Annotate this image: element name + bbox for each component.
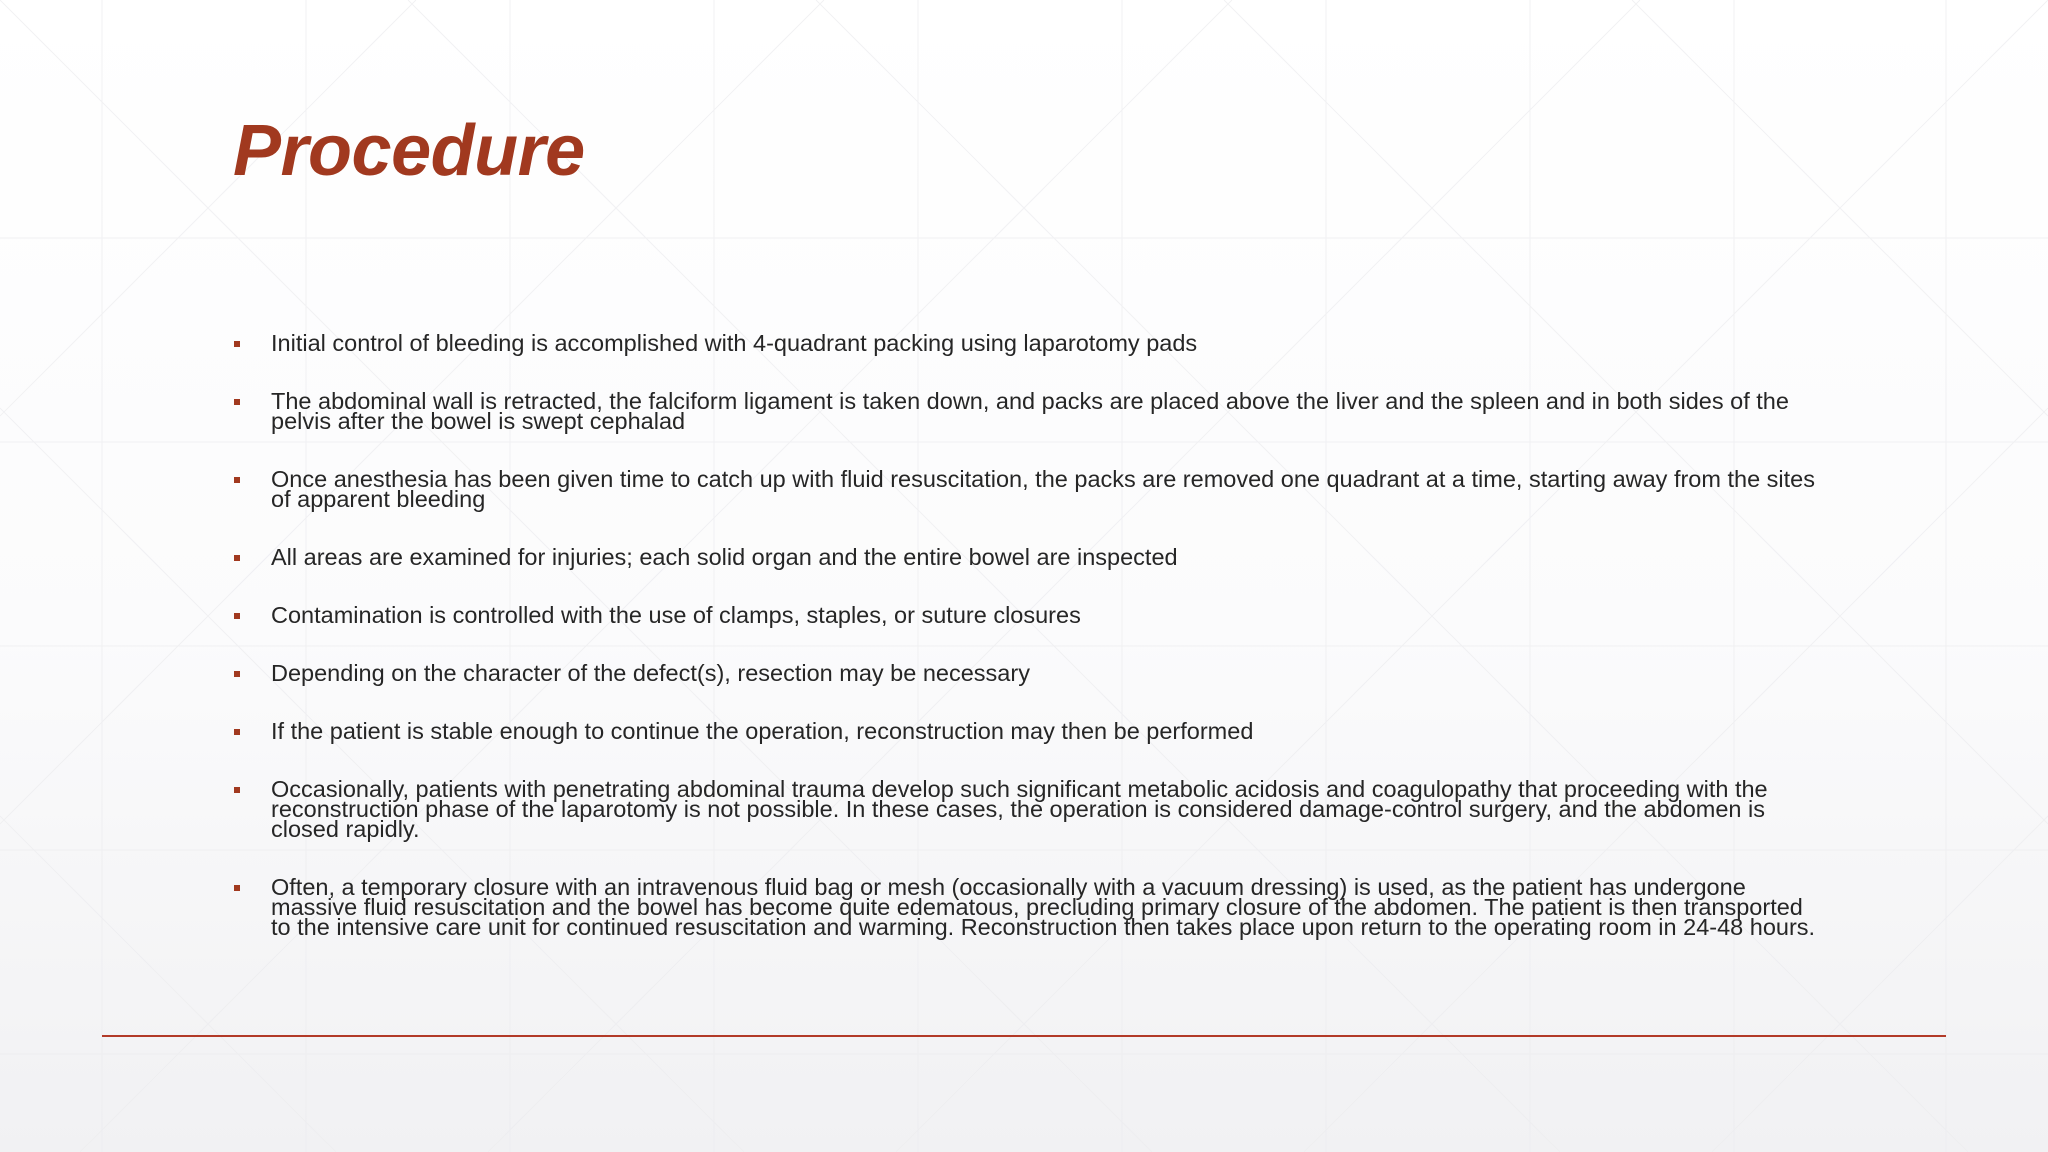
square-bullet-icon <box>234 787 240 793</box>
square-bullet-icon <box>234 671 240 677</box>
bullet-item <box>232 544 1817 570</box>
square-bullet-icon <box>234 341 240 347</box>
slide-title: Procedure <box>233 111 585 191</box>
bullet-item <box>232 602 1817 628</box>
bullet-list <box>232 330 1817 975</box>
square-bullet-icon <box>234 555 240 561</box>
bullet-item <box>232 388 1817 434</box>
square-bullet-icon <box>234 729 240 735</box>
bullet-text: Depending on the character of the defect(s), resection may be necessary <box>271 660 1030 686</box>
bullet-item <box>232 776 1817 842</box>
bullet-item <box>232 874 1817 940</box>
square-bullet-icon <box>234 885 240 891</box>
bullet-text: If the patient is stable enough to continue the operation, reconstruction may then be performed <box>271 718 1254 744</box>
square-bullet-icon <box>234 613 240 619</box>
square-bullet-icon <box>234 399 240 405</box>
bullet-text: Once anesthesia has been given time to catch up with fluid resuscitation, the packs are removed one quadrant at a time, starting away from the sites of apparent bleeding <box>271 466 1816 512</box>
square-bullet-icon <box>234 477 240 483</box>
bullet-item <box>232 466 1817 512</box>
bullet-text: The abdominal wall is retracted, the falciform ligament is taken down, and packs are placed above the liver and the spleen and in both sides of the pelvis after the bowel is swept cephalad <box>271 388 1789 434</box>
bullet-text: Initial control of bleeding is accomplished with 4-quadrant packing using laparotomy pads <box>271 330 1198 356</box>
bullet-text: Often, a temporary closure with an intravenous fluid bag or mesh (occasionally with a vacuum dressing) is used, as the patient has undergone massive fluid resuscitation and the bowel has become quite edematous, precluding primary closure of the abdomen. The patient is then transported to the intensive care unit for continued resuscitation and warming. Reconstruction then takes place upon return to the operating room in 24-48 hours. <box>271 874 1816 940</box>
bullet-item <box>232 718 1817 744</box>
bullet-text: Contamination is controlled with the use of clamps, staples, or suture closures <box>271 602 1081 628</box>
bullet-item <box>232 330 1817 356</box>
bullet-text: Occasionally, patients with penetrating abdominal trauma develop such significant metabolic acidosis and coagulopathy that proceeding with the reconstruction phase of the laparotomy is not possible. In these cases, the operation is considered damage-control surgery, and the abdomen is closed rapidly. <box>271 776 1768 842</box>
bullet-text: All areas are examined for injuries; each solid organ and the entire bowel are inspected <box>271 544 1178 570</box>
bullet-item <box>232 660 1817 686</box>
footer-divider <box>102 1035 1946 1037</box>
